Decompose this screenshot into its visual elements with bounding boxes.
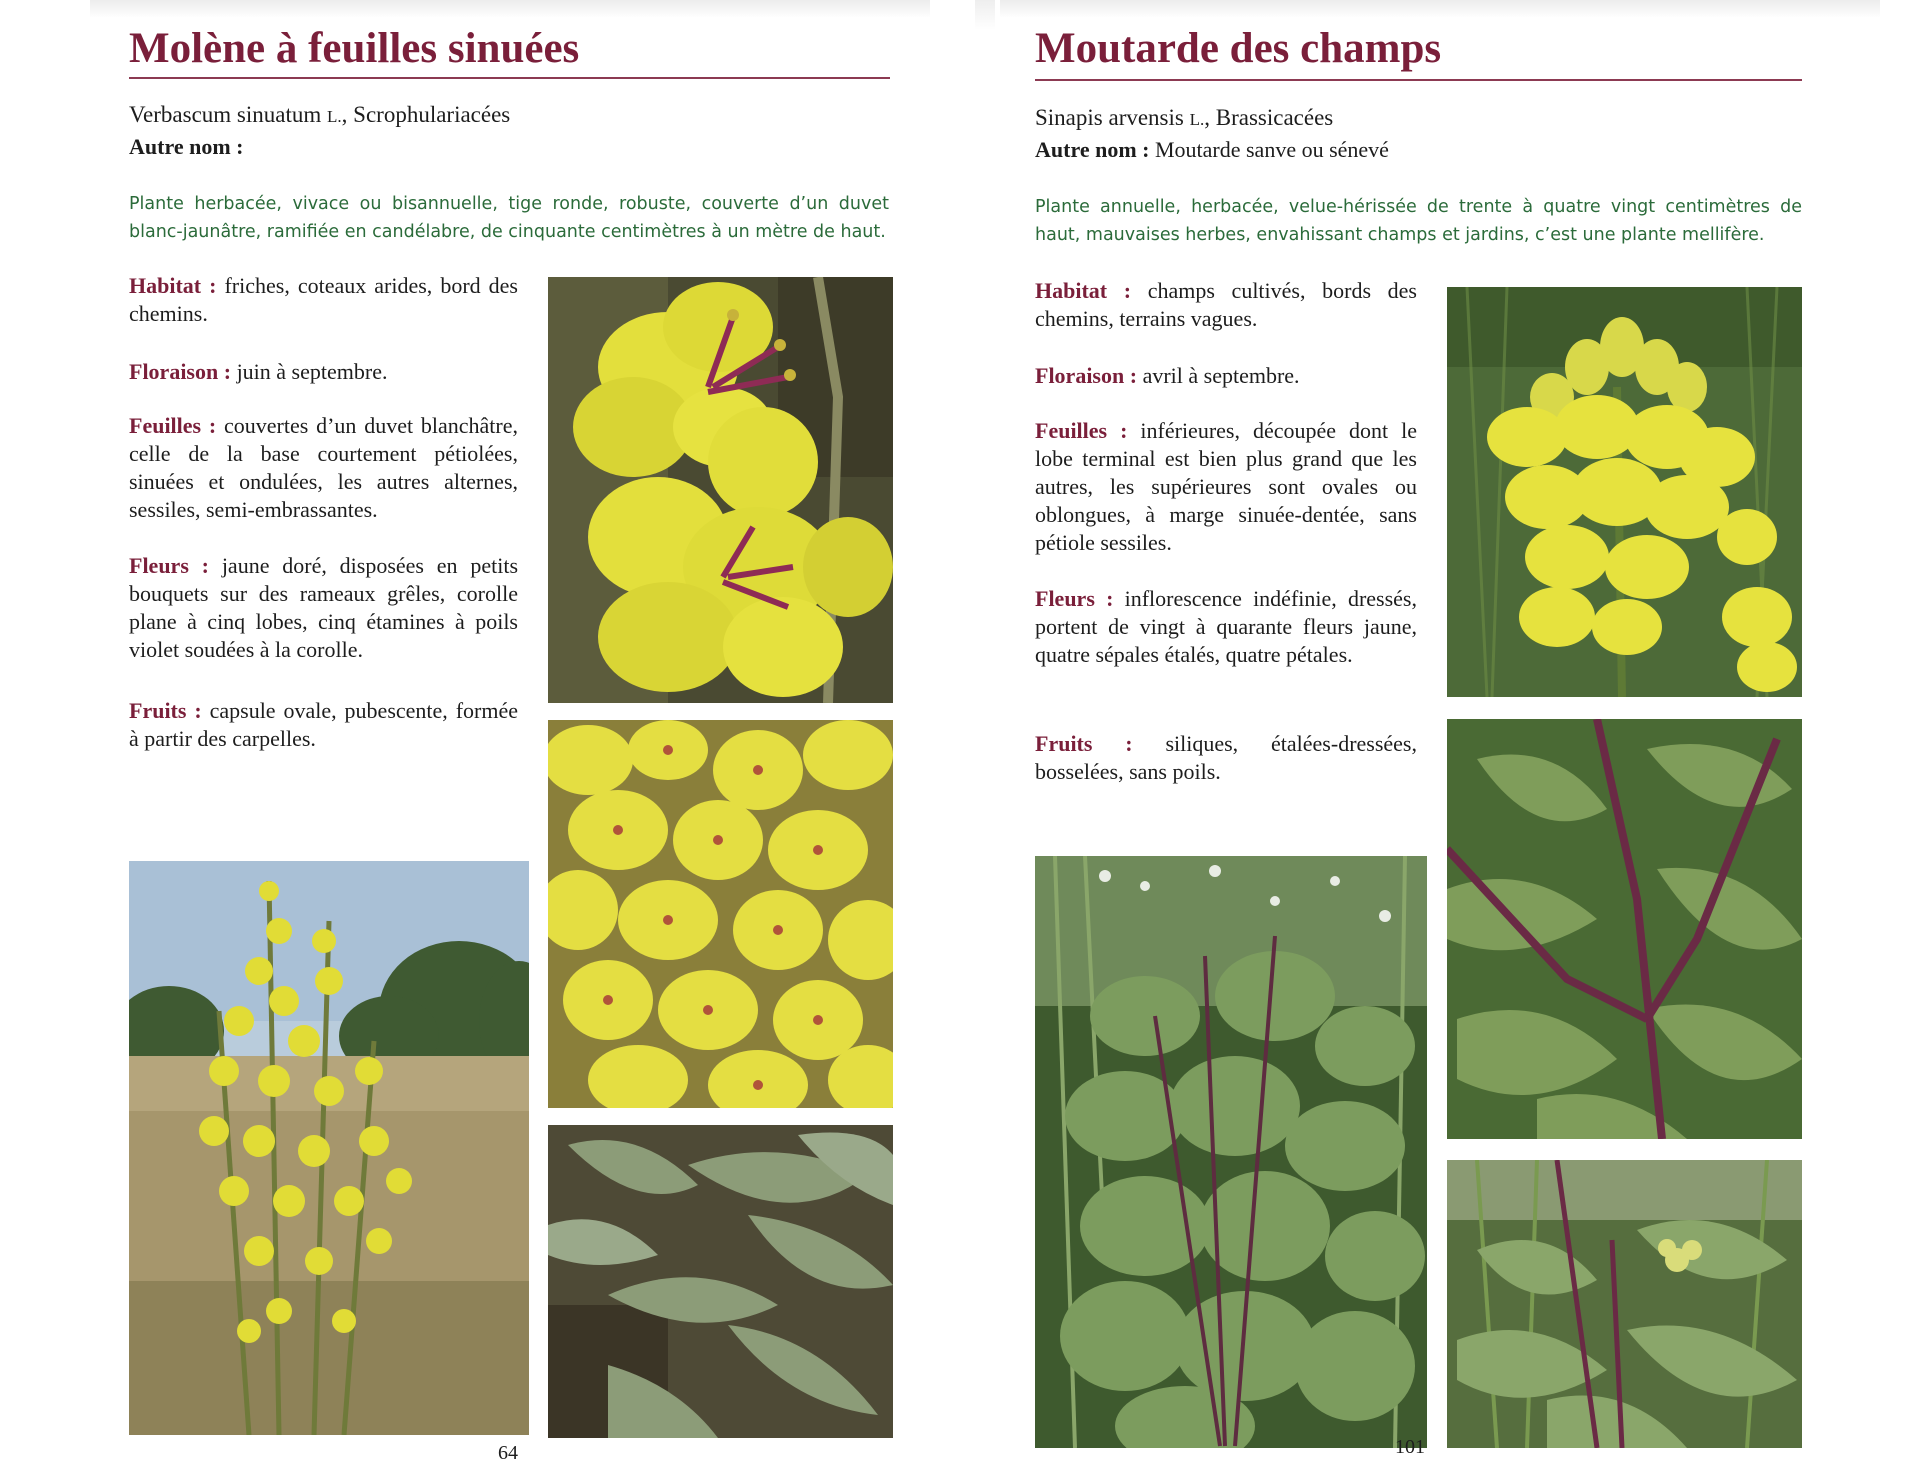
section-label: Habitat : bbox=[129, 273, 217, 298]
section-text: inférieures, découpée dont le lobe terminal est bien plus grand que les autres, les supérieures sont ovales ou oblongues, à marge sinuée-dentée, sans pétiole sessiles. bbox=[1035, 418, 1417, 555]
section-text: inflorescence indéfinie, dressés, portent de vingt à quarante fleurs jaune, quatre sépales étalés, quatre pétales. bbox=[1035, 586, 1417, 667]
page-top-shadow bbox=[1000, 0, 1880, 18]
title-underline bbox=[129, 77, 890, 79]
photo-whole-plant bbox=[129, 861, 529, 1435]
section-label: Floraison : bbox=[129, 359, 232, 384]
page-number: 101 bbox=[1395, 1436, 1425, 1458]
photo-flower-cluster bbox=[548, 720, 893, 1108]
other-name: Moutarde sanve ou sénevé bbox=[1149, 137, 1389, 162]
section-habitat bbox=[1035, 277, 1417, 333]
section-label: Habitat : bbox=[1035, 278, 1132, 303]
other-name-label: Autre nom : bbox=[129, 134, 244, 159]
plant-description: Plante herbacée, vivace ou bisannuelle, tige ronde, robuste, couverte d’un duvet blanc-jaunâtre, ramifiée en candélabre, de cinquante centimètres à un mètre de haut. bbox=[129, 194, 889, 242]
section-text: capsule ovale, pubescente, formée à partir des carpelles. bbox=[129, 698, 518, 751]
section-text: jaune doré, disposées en petits bouquets sur des rameaux grêles, corolle plane à cinq lobes, cinq étamines à poils violet soudées à la corolle. bbox=[129, 553, 518, 662]
section-flowers bbox=[129, 552, 518, 664]
section-leaves bbox=[129, 412, 518, 524]
section-text: champs cultivés, bords des chemins, terrains vagues. bbox=[1035, 278, 1417, 331]
right-page bbox=[980, 0, 1920, 1458]
photo-stem-leaves bbox=[1447, 719, 1802, 1139]
section-flowering bbox=[129, 358, 518, 386]
title-underline bbox=[1035, 79, 1802, 81]
section-text: siliques, étalées-dressées, bosselées, sans poils. bbox=[1035, 731, 1417, 784]
section-label: Fleurs : bbox=[129, 553, 210, 578]
taxon-author: L. bbox=[327, 107, 342, 126]
section-text: friches, coteaux arides, bord des chemins. bbox=[129, 273, 518, 326]
taxon-author: L. bbox=[1189, 110, 1205, 129]
photo-young-plant bbox=[1447, 1160, 1802, 1448]
section-habitat bbox=[129, 272, 518, 328]
section-fruits bbox=[129, 697, 518, 753]
plant-description: Plante annuelle, herbacée, velue-hérissée de trente à quatre vingt centimètres de haut, mauvaises herbes, envahissant champs et jardins, c’est une plante mellifère. bbox=[1035, 197, 1802, 245]
section-leaves bbox=[1035, 417, 1417, 557]
page-title: Molène à feuilles sinuées bbox=[129, 25, 580, 72]
scientific-name-line bbox=[1035, 104, 1333, 132]
section-label: Feuilles : bbox=[129, 413, 217, 438]
plant-family: , Brassicacées bbox=[1204, 105, 1334, 130]
section-text: avril à septembre. bbox=[1137, 363, 1300, 388]
page-number: 64 bbox=[498, 1442, 518, 1464]
section-fruits bbox=[1035, 730, 1417, 786]
section-label: Fruits : bbox=[1035, 731, 1133, 756]
other-name-label: Autre nom : bbox=[1035, 137, 1150, 162]
photo-plant-rosette bbox=[1035, 856, 1427, 1448]
section-flowering bbox=[1035, 362, 1417, 390]
section-label: Feuilles : bbox=[1035, 418, 1128, 443]
section-label: Floraison : bbox=[1035, 363, 1138, 388]
photo-leaves bbox=[548, 1125, 893, 1438]
page-title: Moutarde des champs bbox=[1035, 25, 1442, 72]
scientific-name: Verbascum sinuatum bbox=[129, 102, 322, 127]
scientific-name-line bbox=[129, 101, 510, 129]
page-top-shadow bbox=[90, 0, 930, 18]
scientific-name: Sinapis arvensis bbox=[1035, 105, 1184, 130]
other-name-line bbox=[1035, 137, 1389, 163]
plant-family: , Scrophulariacées bbox=[341, 102, 511, 127]
other-name-line bbox=[129, 134, 243, 160]
section-text: juin à septembre. bbox=[231, 359, 388, 384]
section-label: Fleurs : bbox=[1035, 586, 1114, 611]
section-flowers bbox=[1035, 585, 1417, 669]
photo-flower-head bbox=[1447, 287, 1802, 697]
section-text: couvertes d’un duvet blanchâtre, celle de la base courtement pétiolées, sinuées et ondulées, les autres alternes, sessiles, semi-embrassantes. bbox=[129, 413, 518, 522]
photo-flower-closeup bbox=[548, 277, 893, 703]
section-label: Fruits : bbox=[129, 698, 202, 723]
